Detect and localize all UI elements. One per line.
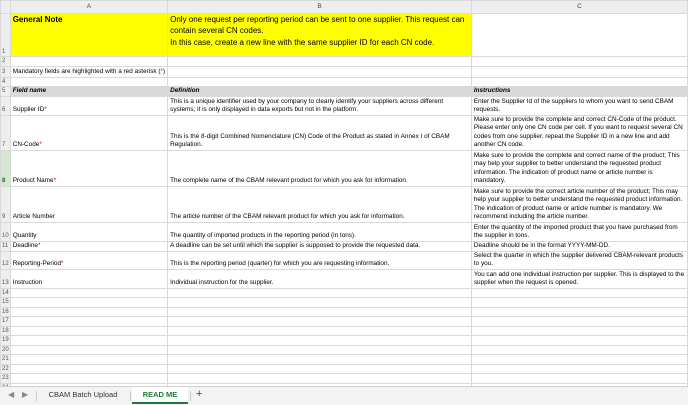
empty-row	[1, 355, 688, 365]
row-number[interactable]: 22	[2, 365, 9, 372]
column-header-row	[1, 1, 688, 14]
empty-row	[1, 336, 688, 346]
cell[interactable]	[471, 317, 687, 327]
cell[interactable]	[10, 345, 167, 355]
data-row	[1, 96, 688, 115]
data-row	[1, 186, 688, 222]
definition-cell[interactable]: The quantity of imported products in the reporting period (in tons).	[168, 222, 472, 241]
cell[interactable]	[168, 345, 472, 355]
cell[interactable]	[168, 317, 472, 327]
row-number[interactable]: 11	[2, 243, 9, 249]
instructions-cell[interactable]: Enter the Supplier Id of the suppliers to whom you want to send CBAM requests.	[471, 96, 687, 115]
cell[interactable]	[168, 364, 472, 374]
row-number[interactable]: 13	[1, 269, 11, 288]
empty-row	[1, 326, 688, 336]
field-name-cell[interactable]	[10, 269, 167, 288]
row-number[interactable]: 19	[2, 337, 9, 343]
row-number[interactable]: 3	[1, 66, 11, 77]
instructions-cell[interactable]: Select the quarter in which the supplier delivered CBAM-relevant products to you.	[471, 251, 687, 269]
cell[interactable]	[471, 355, 687, 365]
field-name-cell[interactable]	[10, 96, 167, 115]
asterisk: *	[37, 242, 41, 249]
cell[interactable]	[10, 307, 167, 317]
data-row	[1, 241, 688, 251]
asterisk: *	[44, 106, 47, 113]
column-header-a[interactable]: A	[10, 1, 167, 14]
field-name: Quantity	[12, 232, 37, 239]
cell[interactable]	[471, 57, 687, 67]
row-1	[1, 14, 688, 57]
data-row	[1, 269, 688, 288]
cell[interactable]	[471, 336, 687, 346]
field-name-cell[interactable]	[10, 150, 167, 186]
definition-cell[interactable]: The article number of the CBAM relevant product for which you ask for information.	[168, 186, 472, 222]
cell[interactable]	[168, 336, 472, 346]
cell[interactable]	[471, 307, 687, 317]
cell[interactable]	[168, 288, 472, 298]
row-number[interactable]: 10	[1, 222, 11, 241]
empty-row	[1, 364, 688, 374]
cell[interactable]	[168, 355, 472, 365]
select-all-corner[interactable]	[1, 1, 11, 14]
asterisk: *	[53, 177, 57, 184]
cell[interactable]	[168, 77, 472, 87]
row-number[interactable]: 1	[1, 14, 11, 57]
column-header-b[interactable]: B	[168, 1, 472, 14]
cell[interactable]	[471, 364, 687, 374]
instructions-header[interactable]: Instructions	[471, 87, 687, 97]
instructions-cell[interactable]: Deadline should be in the format YYYY-MM-DD.	[471, 241, 687, 251]
cell[interactable]	[10, 336, 167, 346]
field-name-cell[interactable]	[10, 222, 167, 241]
empty-row	[1, 298, 688, 308]
field-name: Instruction	[12, 279, 43, 286]
cell[interactable]	[168, 326, 472, 336]
cell[interactable]	[168, 298, 472, 308]
field-name-cell[interactable]	[10, 251, 167, 269]
field-name-cell[interactable]	[10, 115, 167, 150]
field-name: Supplier ID	[12, 106, 45, 113]
cell-c1[interactable]	[471, 14, 687, 57]
asterisk: *	[39, 141, 42, 148]
tab-cbam-batch-upload[interactable]: CBAM Batch Upload	[48, 390, 118, 399]
row-number[interactable]: 5	[1, 87, 11, 97]
general-note-label-cell[interactable]: General Note	[10, 14, 167, 57]
cell[interactable]	[471, 66, 687, 77]
definition-header[interactable]: Definition	[168, 87, 472, 97]
cell[interactable]	[168, 307, 472, 317]
row-number[interactable]: 21	[2, 356, 9, 362]
data-row	[1, 115, 688, 150]
column-header-c[interactable]: C	[471, 1, 687, 14]
row-number[interactable]: 14	[2, 289, 9, 296]
cell[interactable]	[10, 298, 167, 308]
cell[interactable]	[168, 374, 472, 384]
definition-cell[interactable]: A deadline can be set until which the supplier is supposed to provide the requested data.	[168, 241, 472, 251]
cell[interactable]	[471, 345, 687, 355]
definition-cell[interactable]: This is the reporting period (quarter) for which you are requesting information.	[168, 251, 472, 269]
cell[interactable]	[10, 374, 167, 384]
row-number[interactable]: 12	[1, 251, 11, 269]
row-4	[1, 77, 688, 87]
cell[interactable]	[168, 66, 472, 77]
mandatory-note-text: Mandatory fields are highlighted with a red asterisk (	[12, 68, 161, 75]
field-name-cell[interactable]	[10, 186, 167, 222]
cell[interactable]	[10, 326, 167, 336]
field-name-header[interactable]: Field name	[10, 87, 167, 97]
tab-separator	[190, 391, 191, 401]
mandatory-note-tail: )	[162, 68, 166, 75]
definition-cell[interactable]: The complete name of the CBAM relevant product for which you ask for information.	[168, 150, 472, 186]
sheet-tab-bar	[0, 386, 688, 405]
definition-cell[interactable]: This is a unique identifier used by your company to clearly identify your suppliers across different systems; it is only displayed in data exports but not in the platform.	[168, 96, 472, 115]
cell[interactable]	[10, 57, 167, 67]
row-number[interactable]: 20	[2, 346, 9, 353]
row-number[interactable]: 23	[2, 375, 9, 381]
row-number[interactable]: 4	[1, 77, 11, 87]
instructions-cell[interactable]: You can add one individual instruction per supplier. This is displayed to the supplier when the request is opened.	[471, 269, 687, 288]
row-number[interactable]: 17	[2, 318, 9, 324]
field-name: Product Name	[12, 177, 54, 184]
asterisk: *	[160, 68, 163, 75]
data-row	[1, 150, 688, 186]
cell[interactable]	[471, 374, 687, 384]
cell[interactable]	[10, 317, 167, 327]
general-note-line-2: contain several CN codes.	[170, 26, 264, 36]
instructions-cell[interactable]: Enter the quantity of the imported product that you have purchased from the supplier in tons.	[471, 222, 687, 241]
row-5-headers	[1, 87, 688, 97]
mandatory-note-cell[interactable]	[10, 66, 167, 77]
row-number[interactable]: 16	[2, 308, 9, 315]
data-row	[1, 251, 688, 269]
field-name-cell[interactable]	[10, 241, 167, 251]
cell[interactable]	[168, 57, 472, 67]
row-number[interactable]: 7	[1, 115, 11, 150]
general-note-line-3: In this case, create a new line with the same supplier ID for each CN code.	[170, 37, 435, 47]
next-sheet-icon[interactable]: ▶	[22, 390, 29, 399]
empty-row	[1, 307, 688, 317]
tab-read-me[interactable]: READ ME	[132, 387, 188, 404]
row-2	[1, 57, 688, 67]
cell[interactable]	[471, 298, 687, 308]
instructions-cell[interactable]: Make sure to provide the complete and correct name of the product; This may help your supplier to better understand the requested product information. The indication of product name or article number is mandatory.	[471, 150, 687, 186]
empty-row	[1, 288, 688, 298]
cell[interactable]	[471, 77, 687, 87]
field-name: CN-Code	[12, 141, 40, 148]
row-number[interactable]: 2	[1, 57, 11, 67]
row-3	[1, 66, 688, 77]
general-note-text-cell[interactable]	[168, 14, 472, 57]
general-note-line-1: Only one request per reporting period can be sent to one supplier. This request can	[170, 15, 465, 24]
row-number[interactable]: 6	[1, 96, 11, 115]
asterisk: *	[61, 260, 64, 267]
tab-separator	[36, 391, 37, 401]
definition-cell[interactable]: This is the 8-digit Combined Nomenclature (CN) Code of the Product as stated in Annex I of CBAM Regulation.	[168, 115, 472, 150]
cell[interactable]	[10, 77, 167, 87]
add-sheet-button[interactable]: +	[196, 388, 203, 400]
instructions-cell[interactable]: Make sure to provide the complete and correct CN-Code of the product. Please enter only one CN code per cell. If you want to request several CN codes from one supplier, repeat the Supplier ID in a new line and add another CN code.	[471, 115, 687, 150]
cell[interactable]	[10, 355, 167, 365]
row-number[interactable]: 9	[1, 186, 11, 222]
previous-sheet-icon[interactable]: ◀	[8, 390, 15, 399]
field-name: Deadline	[12, 242, 38, 249]
definition-cell[interactable]: Individual instruction for the supplier.	[168, 269, 472, 288]
cell[interactable]	[10, 288, 167, 298]
empty-row	[1, 317, 688, 327]
cell[interactable]	[471, 288, 687, 298]
instructions-cell[interactable]: Make sure to provide the correct article number of the product; This may help your supplier to better understand the requested product information. The indication of product name or article number is mandatory. We recommend including the article number.	[471, 186, 687, 222]
cell[interactable]	[10, 364, 167, 374]
data-row	[1, 222, 688, 241]
tab-separator	[130, 391, 131, 401]
field-name: Reporting-Period	[12, 260, 62, 267]
row-number[interactable]: 18	[2, 327, 9, 334]
field-name: Article Number	[12, 213, 55, 220]
empty-row	[1, 374, 688, 384]
empty-row	[1, 345, 688, 355]
cell[interactable]	[471, 326, 687, 336]
row-number[interactable]: 15	[2, 299, 9, 305]
row-number[interactable]: 8	[1, 150, 11, 186]
